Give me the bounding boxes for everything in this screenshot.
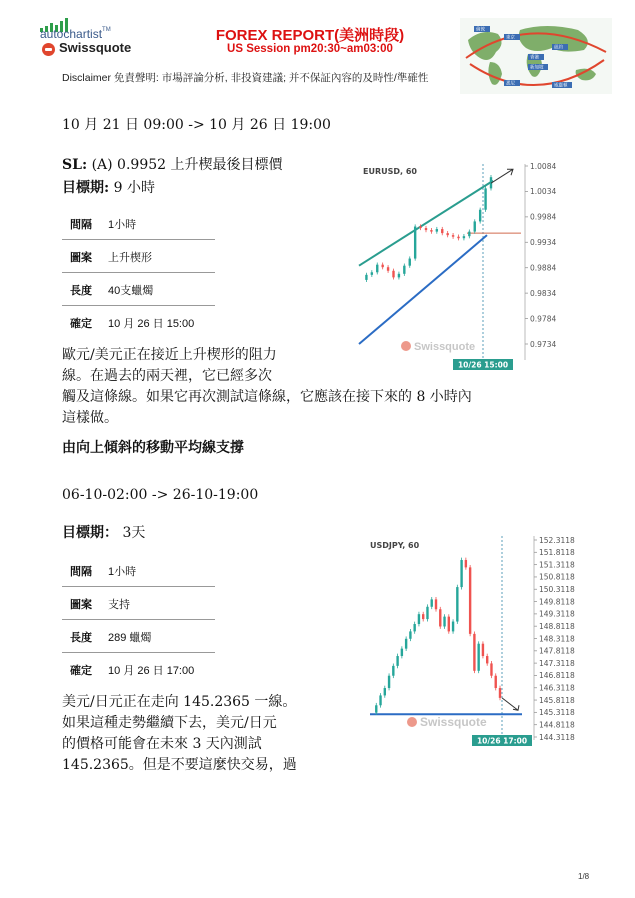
y-tick-label: 146.8118 <box>539 671 575 681</box>
y-tick-label: 148.3118 <box>539 634 575 644</box>
y-tick-label: 144.8118 <box>539 720 575 730</box>
row-value: 40支蠟燭 <box>108 285 154 297</box>
candle-body <box>435 599 437 609</box>
target-label: 目標期: <box>62 180 110 196</box>
section-subhead: 由向上傾斜的移動平均線支撐 <box>62 440 244 456</box>
candle-body <box>414 227 416 259</box>
candle-body <box>371 272 373 275</box>
row-key: 間隔 <box>70 219 92 231</box>
candle-body <box>446 233 448 235</box>
candle-body <box>460 560 462 587</box>
candle-body <box>419 227 421 229</box>
row-key: 圖案 <box>70 599 92 611</box>
candle-body <box>456 587 458 621</box>
candle-body <box>401 649 403 656</box>
info-table-1 <box>62 207 215 338</box>
date-range-2: 06-10-02:00 -> 26-10-19:00 <box>62 487 259 503</box>
candle-body <box>439 609 441 626</box>
row-key: 長度 <box>70 632 92 644</box>
candle-body <box>490 663 492 675</box>
world-map-icon <box>460 18 612 94</box>
candle-body <box>441 229 443 233</box>
para-line: 觸及這條線。如果它再次測試這條線，它應該在接下來的 8 小時內 <box>62 389 472 405</box>
candle-body <box>396 656 398 666</box>
row-key: 確定 <box>70 665 92 677</box>
target-value: 3天 <box>118 525 146 541</box>
swissquote-mark-icon <box>42 43 55 56</box>
row-value: 1小時 <box>108 219 137 231</box>
candle-body <box>387 267 389 271</box>
stop-loss-line <box>62 154 283 174</box>
y-tick-label: 149.3118 <box>539 609 575 619</box>
autochartist-logo <box>40 18 160 40</box>
candle-body <box>474 221 476 231</box>
candle-body <box>486 656 488 663</box>
candle-body <box>436 229 438 232</box>
row-key: 確定 <box>70 318 92 330</box>
y-tick-label: 147.8118 <box>539 646 575 656</box>
candle-body <box>422 614 424 619</box>
candle-body <box>426 607 428 619</box>
report-title: FOREX REPORT(美洲時段) <box>215 27 405 44</box>
candle-body <box>452 622 454 632</box>
candle-body <box>484 188 486 209</box>
map-label: 香港 <box>530 55 539 61</box>
map-label: 悉尼 <box>506 81 515 87</box>
y-tick-label: 0.9834 <box>530 288 557 298</box>
candle-body <box>392 271 394 278</box>
time-marker-label: 10/26 15:00 <box>457 360 509 370</box>
candle-body <box>448 617 450 632</box>
map-label: 倫敦 <box>476 27 485 33</box>
map-label: 新加坡 <box>530 65 544 71</box>
map-label: 東京 <box>506 35 515 41</box>
date-range-1: 10 月 21 日 09:00 -> 10 月 26 日 19:00 <box>62 117 331 133</box>
candle-body <box>375 705 377 712</box>
row-key: 圖案 <box>70 252 92 264</box>
para-line: 的價格可能會在未來 3 天內測試 <box>62 736 262 752</box>
para-line: 歐元/美元正在接近上升楔形的阻力 <box>62 347 277 363</box>
session-time: US Session pm20:30~am03:00 <box>227 43 393 55</box>
y-tick-label: 145.8118 <box>539 695 575 705</box>
y-tick-label: 0.9934 <box>530 238 557 248</box>
candle-body <box>452 235 454 237</box>
candle-body <box>469 567 471 633</box>
eurusd-chart <box>355 158 565 370</box>
analysis-paragraph-2 <box>62 692 297 776</box>
table-row <box>62 273 215 306</box>
y-tick-label: 149.8118 <box>539 597 575 607</box>
sl-label: SL: <box>62 157 88 173</box>
candle-body <box>405 639 407 649</box>
row-key: 間隔 <box>70 566 92 578</box>
y-tick-label: 145.3118 <box>539 708 575 718</box>
autochartist-trademark: TM <box>102 27 111 33</box>
watermark-text: Swissquote <box>420 715 487 729</box>
row-value: 上升楔形 <box>108 252 152 264</box>
candle-body <box>409 631 411 638</box>
usdjpy-chart <box>362 532 582 752</box>
candle-body <box>425 228 427 230</box>
target-period-2 <box>62 522 145 542</box>
y-tick-label: 1.0084 <box>530 161 557 171</box>
para-line: 美元/日元正在走向 145.2365 一線。 <box>62 694 297 710</box>
table-row <box>62 587 215 620</box>
candle-body <box>392 666 394 676</box>
candle-body <box>430 230 432 232</box>
y-tick-label: 0.9884 <box>530 263 557 273</box>
swissquote-name: Swissquote <box>59 40 132 55</box>
row-value: 1小時 <box>108 566 137 578</box>
y-tick-label: 144.3118 <box>539 732 575 742</box>
candle-body <box>463 236 465 238</box>
y-tick-label: 0.9784 <box>530 314 557 324</box>
info-table-2 <box>62 554 215 685</box>
row-value: 289 蠟燭 <box>108 632 152 644</box>
candle-body <box>479 210 481 222</box>
target-value: 9 小時 <box>109 180 155 196</box>
table-row <box>62 554 215 587</box>
table-row <box>62 306 215 338</box>
map-label: 威靈頓 <box>554 83 568 89</box>
disclaimer: Disclaimer 免責聲明: 市場評論分析, 非投資建議; 并不保証內容的及時性/準確性 <box>62 72 429 84</box>
row-value: 10 月 26 日 17:00 <box>108 665 195 677</box>
candle-body <box>443 617 445 627</box>
para-line: 這樣做。 <box>62 410 118 426</box>
page-number: 1/8 <box>578 872 590 881</box>
candle-body <box>398 274 400 278</box>
candle-body <box>473 634 475 671</box>
y-tick-label: 0.9984 <box>530 212 557 222</box>
candle-body <box>388 676 390 688</box>
chart-title: USDJPY, 60 <box>370 541 420 550</box>
row-value: 支持 <box>108 599 130 611</box>
candle-body <box>384 688 386 695</box>
candle-body <box>431 599 433 606</box>
y-tick-label: 150.3118 <box>539 585 575 595</box>
candle-body <box>403 266 405 274</box>
sl-value: (A) 0.9952 上升楔最後目標價 <box>87 157 283 173</box>
candle-body <box>457 237 459 239</box>
para-line: 線。在過去的兩天裡，它已經多次 <box>62 368 272 384</box>
y-tick-label: 152.3118 <box>539 535 575 545</box>
y-tick-label: 147.3118 <box>539 658 575 668</box>
candle-body <box>413 624 415 631</box>
autochartist-name: autochartist <box>40 27 103 41</box>
candle-body <box>468 232 470 237</box>
candle-body <box>418 614 420 624</box>
candle-body <box>499 688 501 698</box>
candle-body <box>477 644 479 671</box>
row-key: 長度 <box>70 285 92 297</box>
candle-body <box>381 265 383 268</box>
y-tick-label: 1.0034 <box>530 187 557 197</box>
table-row <box>62 620 215 653</box>
watermark-text: Swissquote <box>414 341 476 353</box>
row-value: 10 月 26 日 15:00 <box>108 318 195 330</box>
candle-body <box>465 560 467 567</box>
candle-body <box>365 275 367 280</box>
chart-title: EURUSD, 60 <box>363 167 417 176</box>
para-line: 145.2365。但是不要這麼快交易，過 <box>62 757 297 773</box>
y-tick-label: 150.8118 <box>539 572 575 582</box>
candle-body <box>495 676 497 688</box>
table-row <box>62 207 215 240</box>
candle-body <box>376 265 378 273</box>
target-label: 目標期： <box>62 525 118 541</box>
y-tick-label: 148.8118 <box>539 621 575 631</box>
table-row <box>62 653 215 685</box>
map-label: 紐約 <box>554 45 563 51</box>
target-period-1 <box>62 177 155 197</box>
para-line: 如果這種走勢繼續下去，美元/日元 <box>62 715 277 731</box>
y-tick-label: 0.9734 <box>530 339 557 349</box>
table-row <box>62 240 215 273</box>
y-tick-label: 151.3118 <box>539 560 575 570</box>
time-marker-label: 10/26 17:00 <box>476 736 528 746</box>
candle-body <box>409 259 411 266</box>
y-tick-label: 151.8118 <box>539 548 575 558</box>
y-tick-label: 146.3118 <box>539 683 575 693</box>
candle-body <box>482 644 484 656</box>
candle-body <box>379 695 381 705</box>
